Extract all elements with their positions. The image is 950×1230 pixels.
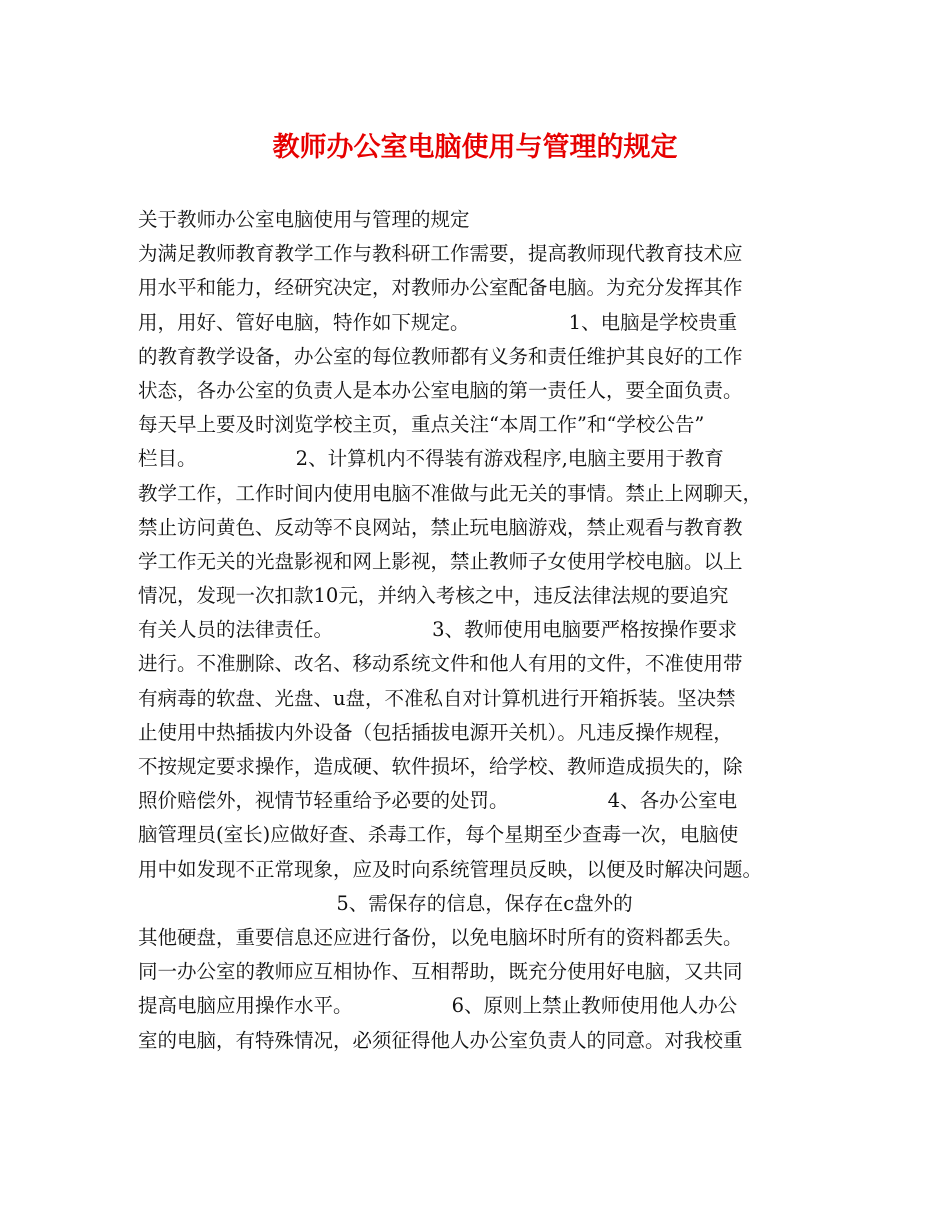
body-line: 禁止访问黄色、反动等不良网站，禁止玩电脑游戏，禁止观看与教育教: [138, 515, 743, 539]
body-line: 每天早上要及时浏览学校主页，重点关注“本周工作”和“学校公告”: [138, 413, 705, 437]
document-body: [138, 203, 828, 1058]
body-line: 照价赔偿外，视情节轻重给予必要的处罚。 4、各办公室电: [138, 789, 738, 813]
body-line: 止使用中热插拔内外设备（包括插拔电源开关机）。凡违反操作规程，: [138, 720, 733, 744]
body-line: 栏目。 2、计算机内不得装有游戏程序,电脑主要用于教育: [138, 447, 724, 471]
body-line: 脑管理员(室长)应做好查、杀毒工作，每个星期至少查毒一次，电脑使: [138, 823, 739, 847]
body-line: 学工作无关的光盘影视和网上影视，禁止教师子女使用学校电脑。以上: [138, 549, 743, 573]
body-line: 用水平和能力，经研究决定，对教师办公室配备电脑。为充分发挥其作: [138, 276, 743, 300]
body-line: 状态，各办公室的负责人是本办公室电脑的第一责任人，要全面负责。: [138, 378, 743, 402]
body-line: 关于教师办公室电脑使用与管理的规定: [138, 208, 470, 231]
body-line: 进行。不准删除、改名、移动系统文件和他人有用的文件，不准使用带: [138, 652, 743, 676]
document-title: 教师办公室电脑使用与管理的规定: [272, 132, 678, 163]
body-line: 有病毒的软盘、光盘、u盘，不准私自对计算机进行开箱拆装。坚决禁: [138, 686, 736, 710]
body-line: 不按规定要求操作，造成硬、软件损坏，给学校、教师造成损失的，除: [138, 755, 743, 778]
body-line: 教学工作，工作时间内使用电脑不准做与此无关的事情。禁止上网聊天，: [138, 481, 763, 505]
body-line: 的教育教学设备，办公室的每位教师都有义务和责任维护其良好的工作: [138, 344, 743, 368]
body-line: 室的电脑，有特殊情况，必须征得他人办公室负责人的同意。对我校重: [138, 1028, 743, 1052]
body-line: 5、需保存的信息，保存在c盘外的: [138, 891, 633, 915]
body-line: 提高电脑应用操作水平。 6、原则上禁止教师使用他人办公: [138, 994, 738, 1018]
body-line: 其他硬盘，重要信息还应进行备份，以免电脑坏时所有的资料都丢失。: [138, 925, 743, 949]
body-line: 同一办公室的教师应互相协作、互相帮助，既充分使用好电脑，又共同: [138, 960, 743, 984]
body-line: 用中如发现不正常现象，应及时向系统管理员反映，以便及时解决问题。: [138, 857, 763, 881]
body-line: 用，用好、管好电脑，特作如下规定。 1、电脑是学校贵重: [138, 310, 738, 334]
body-line: 情况，发现一次扣款10元，并纳入考核之中，违反法律法规的要追究: [138, 584, 729, 608]
body-line: 有关人员的法律责任。 3、教师使用电脑要严格按操作要求: [138, 618, 738, 642]
body-line: 为满足教师教育教学工作与教科研工作需要，提高教师现代教育技术应: [138, 242, 743, 266]
